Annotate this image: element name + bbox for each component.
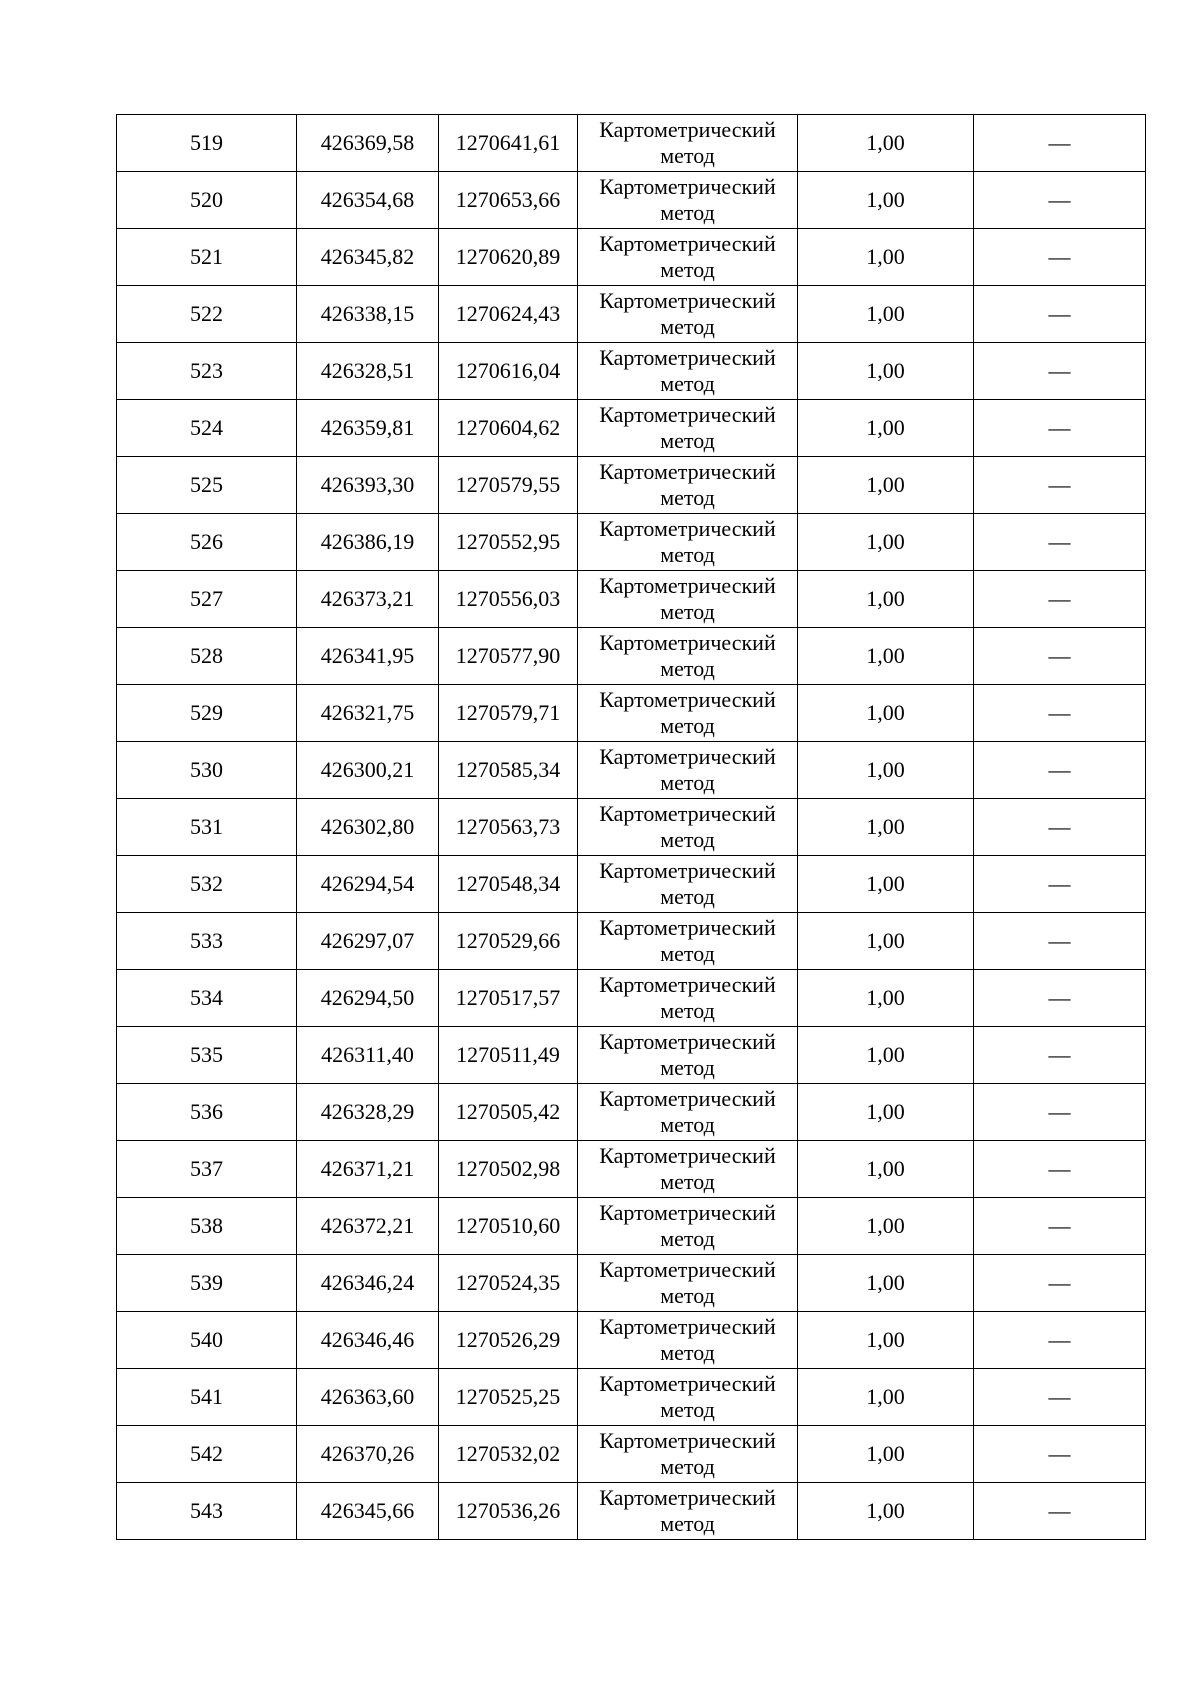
y-coordinate-cell: 1270510,60	[439, 1198, 578, 1255]
x-coordinate-cell: 426359,81	[297, 400, 439, 457]
method-line-1: Картометрический	[599, 972, 776, 997]
y-coordinate-cell: 1270577,90	[439, 628, 578, 685]
method-cell	[578, 1255, 798, 1312]
precision-cell: 1,00	[798, 1198, 974, 1255]
description-cell	[974, 571, 1146, 628]
method-line-1: Картометрический	[599, 174, 776, 199]
precision-cell: 1,00	[798, 1483, 974, 1540]
description-cell	[974, 742, 1146, 799]
method-cell	[578, 1426, 798, 1483]
y-coordinate-cell: 1270653,66	[439, 172, 578, 229]
point-number-cell: 522	[117, 286, 297, 343]
table-row	[117, 1198, 1146, 1255]
method-cell	[578, 172, 798, 229]
description-value: —	[1048, 358, 1071, 383]
method-line-1: Картометрический	[599, 1371, 776, 1396]
table-row	[117, 172, 1146, 229]
point-number-cell: 538	[117, 1198, 297, 1255]
method-cell	[578, 286, 798, 343]
method-cell	[578, 229, 798, 286]
x-coordinate-cell: 426338,15	[297, 286, 439, 343]
point-number-cell: 535	[117, 1027, 297, 1084]
method-line-1: Картометрический	[599, 1086, 776, 1111]
method-line-1: Картометрический	[599, 1029, 776, 1054]
y-coordinate-cell: 1270532,02	[439, 1426, 578, 1483]
precision-cell: 1,00	[798, 856, 974, 913]
table-row	[117, 685, 1146, 742]
description-value: —	[1048, 643, 1071, 668]
table-row	[117, 1141, 1146, 1198]
description-value: —	[1048, 1156, 1071, 1181]
point-number-cell: 528	[117, 628, 297, 685]
method-cell	[578, 571, 798, 628]
method-line-2: метод	[660, 1112, 715, 1137]
method-line-2: метод	[660, 1511, 715, 1536]
method-line-1: Картометрический	[599, 117, 776, 142]
precision-cell: 1,00	[798, 400, 974, 457]
y-coordinate-cell: 1270641,61	[439, 115, 578, 172]
description-value: —	[1048, 757, 1071, 782]
x-coordinate-cell: 426294,54	[297, 856, 439, 913]
description-value: —	[1048, 985, 1071, 1010]
x-coordinate-cell: 426328,29	[297, 1084, 439, 1141]
point-number-cell: 543	[117, 1483, 297, 1540]
y-coordinate-cell: 1270563,73	[439, 799, 578, 856]
method-line-2: метод	[660, 314, 715, 339]
y-coordinate-cell: 1270536,26	[439, 1483, 578, 1540]
method-line-1: Картометрический	[599, 1257, 776, 1282]
method-cell	[578, 628, 798, 685]
method-cell	[578, 913, 798, 970]
method-line-1: Картометрический	[599, 345, 776, 370]
method-cell	[578, 1369, 798, 1426]
method-cell	[578, 1483, 798, 1540]
table-row	[117, 571, 1146, 628]
description-value: —	[1048, 244, 1071, 269]
table-row	[117, 457, 1146, 514]
table-row	[117, 1084, 1146, 1141]
table-row	[117, 742, 1146, 799]
method-line-1: Картометрический	[599, 915, 776, 940]
method-line-2: метод	[660, 1283, 715, 1308]
x-coordinate-cell: 426341,95	[297, 628, 439, 685]
y-coordinate-cell: 1270620,89	[439, 229, 578, 286]
precision-cell: 1,00	[798, 457, 974, 514]
description-cell	[974, 1084, 1146, 1141]
point-number-cell: 519	[117, 115, 297, 172]
precision-cell: 1,00	[798, 1141, 974, 1198]
point-number-cell: 540	[117, 1312, 297, 1369]
method-line-2: метод	[660, 1454, 715, 1479]
method-line-1: Картометрический	[599, 516, 776, 541]
method-line-1: Картометрический	[599, 1485, 776, 1510]
x-coordinate-cell: 426311,40	[297, 1027, 439, 1084]
method-line-2: метод	[660, 599, 715, 624]
description-value: —	[1048, 586, 1071, 611]
description-cell	[974, 628, 1146, 685]
description-value: —	[1048, 814, 1071, 839]
method-cell	[578, 514, 798, 571]
description-cell	[974, 1141, 1146, 1198]
method-cell	[578, 685, 798, 742]
table-row	[117, 286, 1146, 343]
description-value: —	[1048, 1498, 1071, 1523]
description-value: —	[1048, 187, 1071, 212]
precision-cell: 1,00	[798, 1084, 974, 1141]
table-row	[117, 1483, 1146, 1540]
precision-cell: 1,00	[798, 343, 974, 400]
x-coordinate-cell: 426346,46	[297, 1312, 439, 1369]
description-cell	[974, 799, 1146, 856]
coordinates-table-body	[117, 115, 1146, 1540]
y-coordinate-cell: 1270604,62	[439, 400, 578, 457]
description-cell	[974, 1198, 1146, 1255]
x-coordinate-cell: 426345,66	[297, 1483, 439, 1540]
y-coordinate-cell: 1270525,25	[439, 1369, 578, 1426]
description-value: —	[1048, 130, 1071, 155]
description-cell	[974, 229, 1146, 286]
method-line-2: метод	[660, 1169, 715, 1194]
precision-cell: 1,00	[798, 514, 974, 571]
method-line-2: метод	[660, 542, 715, 567]
precision-cell: 1,00	[798, 1027, 974, 1084]
method-cell	[578, 856, 798, 913]
description-cell	[974, 115, 1146, 172]
precision-cell: 1,00	[798, 172, 974, 229]
description-cell	[974, 1426, 1146, 1483]
description-value: —	[1048, 928, 1071, 953]
method-cell	[578, 970, 798, 1027]
point-number-cell: 533	[117, 913, 297, 970]
description-cell	[974, 514, 1146, 571]
x-coordinate-cell: 426393,30	[297, 457, 439, 514]
y-coordinate-cell: 1270556,03	[439, 571, 578, 628]
point-number-cell: 537	[117, 1141, 297, 1198]
method-line-1: Картометрический	[599, 288, 776, 313]
point-number-cell: 542	[117, 1426, 297, 1483]
y-coordinate-cell: 1270505,42	[439, 1084, 578, 1141]
method-line-2: метод	[660, 884, 715, 909]
point-number-cell: 534	[117, 970, 297, 1027]
description-cell	[974, 913, 1146, 970]
method-cell	[578, 1141, 798, 1198]
method-cell	[578, 799, 798, 856]
point-number-cell: 526	[117, 514, 297, 571]
y-coordinate-cell: 1270624,43	[439, 286, 578, 343]
precision-cell: 1,00	[798, 229, 974, 286]
method-cell	[578, 742, 798, 799]
method-line-2: метод	[660, 1397, 715, 1422]
description-value: —	[1048, 1384, 1071, 1409]
description-value: —	[1048, 472, 1071, 497]
point-number-cell: 541	[117, 1369, 297, 1426]
precision-cell: 1,00	[798, 571, 974, 628]
table-row	[117, 514, 1146, 571]
description-cell	[974, 856, 1146, 913]
y-coordinate-cell: 1270585,34	[439, 742, 578, 799]
precision-cell: 1,00	[798, 115, 974, 172]
description-cell	[974, 1255, 1146, 1312]
x-coordinate-cell: 426297,07	[297, 913, 439, 970]
method-line-2: метод	[660, 371, 715, 396]
precision-cell: 1,00	[798, 1426, 974, 1483]
point-number-cell: 523	[117, 343, 297, 400]
description-cell	[974, 1312, 1146, 1369]
y-coordinate-cell: 1270579,55	[439, 457, 578, 514]
method-line-1: Картометрический	[599, 630, 776, 655]
x-coordinate-cell: 426300,21	[297, 742, 439, 799]
x-coordinate-cell: 426321,75	[297, 685, 439, 742]
method-line-2: метод	[660, 485, 715, 510]
method-line-1: Картометрический	[599, 573, 776, 598]
method-line-1: Картометрический	[599, 744, 776, 769]
point-number-cell: 520	[117, 172, 297, 229]
point-number-cell: 531	[117, 799, 297, 856]
method-line-2: метод	[660, 1340, 715, 1365]
point-number-cell: 527	[117, 571, 297, 628]
method-line-1: Картометрический	[599, 459, 776, 484]
description-value: —	[1048, 529, 1071, 554]
precision-cell: 1,00	[798, 1255, 974, 1312]
method-line-1: Картометрический	[599, 1200, 776, 1225]
method-cell	[578, 115, 798, 172]
method-line-1: Картометрический	[599, 402, 776, 427]
description-value: —	[1048, 700, 1071, 725]
x-coordinate-cell: 426328,51	[297, 343, 439, 400]
point-number-cell: 532	[117, 856, 297, 913]
y-coordinate-cell: 1270616,04	[439, 343, 578, 400]
x-coordinate-cell: 426369,58	[297, 115, 439, 172]
y-coordinate-cell: 1270511,49	[439, 1027, 578, 1084]
table-row	[117, 229, 1146, 286]
method-cell	[578, 457, 798, 514]
method-line-1: Картометрический	[599, 1428, 776, 1453]
method-line-2: метод	[660, 713, 715, 738]
precision-cell: 1,00	[798, 1312, 974, 1369]
method-cell	[578, 1198, 798, 1255]
method-line-2: метод	[660, 143, 715, 168]
table-row	[117, 628, 1146, 685]
table-row	[117, 856, 1146, 913]
description-value: —	[1048, 415, 1071, 440]
precision-cell: 1,00	[798, 628, 974, 685]
method-line-2: метод	[660, 770, 715, 795]
table-row	[117, 799, 1146, 856]
method-cell	[578, 1027, 798, 1084]
x-coordinate-cell: 426371,21	[297, 1141, 439, 1198]
description-cell	[974, 400, 1146, 457]
table-row	[117, 1426, 1146, 1483]
description-cell	[974, 343, 1146, 400]
description-value: —	[1048, 1441, 1071, 1466]
method-cell	[578, 1084, 798, 1141]
description-value: —	[1048, 871, 1071, 896]
description-cell	[974, 1369, 1146, 1426]
coordinates-table	[116, 114, 1146, 1540]
precision-cell: 1,00	[798, 1369, 974, 1426]
description-cell	[974, 457, 1146, 514]
point-number-cell: 530	[117, 742, 297, 799]
method-cell	[578, 400, 798, 457]
description-value: —	[1048, 1327, 1071, 1352]
x-coordinate-cell: 426373,21	[297, 571, 439, 628]
method-line-1: Картометрический	[599, 858, 776, 883]
x-coordinate-cell: 426346,24	[297, 1255, 439, 1312]
x-coordinate-cell: 426372,21	[297, 1198, 439, 1255]
x-coordinate-cell: 426294,50	[297, 970, 439, 1027]
precision-cell: 1,00	[798, 970, 974, 1027]
method-line-1: Картометрический	[599, 1143, 776, 1168]
table-row	[117, 1369, 1146, 1426]
method-line-2: метод	[660, 656, 715, 681]
method-line-1: Картометрический	[599, 231, 776, 256]
method-line-2: метод	[660, 1226, 715, 1251]
x-coordinate-cell: 426354,68	[297, 172, 439, 229]
point-number-cell: 539	[117, 1255, 297, 1312]
y-coordinate-cell: 1270529,66	[439, 913, 578, 970]
method-line-1: Картометрический	[599, 801, 776, 826]
y-coordinate-cell: 1270524,35	[439, 1255, 578, 1312]
precision-cell: 1,00	[798, 286, 974, 343]
precision-cell: 1,00	[798, 742, 974, 799]
description-cell	[974, 970, 1146, 1027]
x-coordinate-cell: 426302,80	[297, 799, 439, 856]
table-row	[117, 1312, 1146, 1369]
x-coordinate-cell: 426386,19	[297, 514, 439, 571]
table-row	[117, 343, 1146, 400]
table-row	[117, 970, 1146, 1027]
point-number-cell: 529	[117, 685, 297, 742]
method-line-2: метод	[660, 1055, 715, 1080]
point-number-cell: 536	[117, 1084, 297, 1141]
description-cell	[974, 286, 1146, 343]
point-number-cell: 525	[117, 457, 297, 514]
table-row	[117, 1255, 1146, 1312]
table-row	[117, 115, 1146, 172]
table-row	[117, 400, 1146, 457]
method-line-2: метод	[660, 200, 715, 225]
table-row	[117, 913, 1146, 970]
y-coordinate-cell: 1270517,57	[439, 970, 578, 1027]
description-value: —	[1048, 1042, 1071, 1067]
point-number-cell: 521	[117, 229, 297, 286]
table-row	[117, 1027, 1146, 1084]
method-line-2: метод	[660, 998, 715, 1023]
x-coordinate-cell: 426370,26	[297, 1426, 439, 1483]
description-cell	[974, 1027, 1146, 1084]
description-value: —	[1048, 301, 1071, 326]
y-coordinate-cell: 1270548,34	[439, 856, 578, 913]
x-coordinate-cell: 426363,60	[297, 1369, 439, 1426]
method-line-1: Картометрический	[599, 1314, 776, 1339]
description-value: —	[1048, 1099, 1071, 1124]
description-cell	[974, 1483, 1146, 1540]
method-line-2: метод	[660, 827, 715, 852]
description-cell	[974, 172, 1146, 229]
method-cell	[578, 1312, 798, 1369]
y-coordinate-cell: 1270502,98	[439, 1141, 578, 1198]
precision-cell: 1,00	[798, 685, 974, 742]
description-value: —	[1048, 1270, 1071, 1295]
description-cell	[974, 685, 1146, 742]
precision-cell: 1,00	[798, 913, 974, 970]
x-coordinate-cell: 426345,82	[297, 229, 439, 286]
y-coordinate-cell: 1270526,29	[439, 1312, 578, 1369]
method-line-1: Картометрический	[599, 687, 776, 712]
description-value: —	[1048, 1213, 1071, 1238]
method-line-2: метод	[660, 941, 715, 966]
method-cell	[578, 343, 798, 400]
precision-cell: 1,00	[798, 799, 974, 856]
point-number-cell: 524	[117, 400, 297, 457]
y-coordinate-cell: 1270579,71	[439, 685, 578, 742]
method-line-2: метод	[660, 428, 715, 453]
y-coordinate-cell: 1270552,95	[439, 514, 578, 571]
method-line-2: метод	[660, 257, 715, 282]
